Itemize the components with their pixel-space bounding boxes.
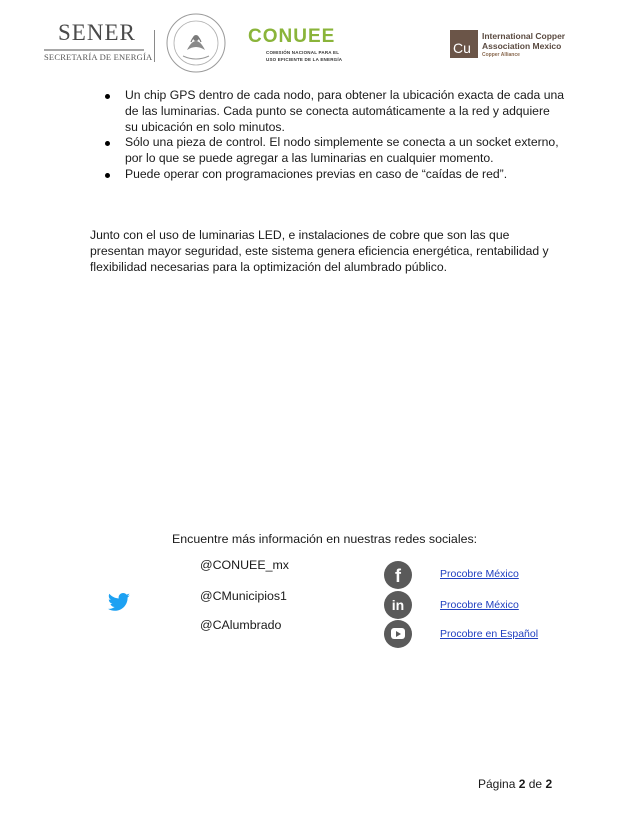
bullet-item <box>105 167 565 183</box>
conuee-subtitle-line2: USO EFICIENTE DE LA ENERGÍA <box>266 57 343 62</box>
conuee-subtitle-line1: COMISIÓN NACIONAL PARA EL <box>266 50 340 55</box>
ica-name-line2: Association Mexico <box>482 41 562 51</box>
conuee-title: CONUEE <box>248 26 336 47</box>
sener-logo <box>44 18 153 68</box>
bullet-item <box>105 88 565 135</box>
bullet-text: Sólo una pieza de control. El nodo simplemente se conecta a un socket externo, por lo que se puede agregar a las luminarias en cualquier momento. <box>125 135 559 166</box>
page-header <box>0 0 638 80</box>
conuee-logo <box>248 26 348 66</box>
total-pages: 2 <box>545 777 553 791</box>
ica-name-line1: International Copper <box>482 31 566 41</box>
bullet-text: Puede operar con programaciones previas en caso de “caídas de red”. <box>125 166 508 181</box>
youtube-icon[interactable] <box>384 620 412 648</box>
handle-cmunicipios[interactable]: @CMunicipios1 <box>200 589 287 603</box>
handle-calumbrado[interactable]: @CAlumbrado <box>200 618 282 632</box>
link-procobre-facebook[interactable]: Procobre México <box>440 568 519 580</box>
bullet-text: Un chip GPS dentro de cada nodo, para obtener la ubicación exacta de cada una de las luminarias. Cada punto se conecta automáticamente a la red y adquiere su ubicación en solo minutos. <box>125 88 565 134</box>
page-separator: de <box>528 777 543 791</box>
linkedin-icon[interactable]: in <box>384 591 412 619</box>
link-procobre-youtube[interactable]: Procobre en Español <box>440 628 539 640</box>
bullet-dot-icon <box>105 141 110 146</box>
current-page: 2 <box>518 777 526 791</box>
sener-subtitle: SECRETARÍA DE ENERGÍA <box>44 52 153 62</box>
link-procobre-linkedin[interactable]: Procobre México <box>440 599 519 611</box>
ica-logo <box>450 30 590 64</box>
logo-divider <box>154 30 155 62</box>
page-label: Página <box>478 777 516 791</box>
sener-title: SENER <box>58 20 136 45</box>
bullet-dot-icon <box>105 173 110 178</box>
twitter-icon[interactable] <box>107 593 131 613</box>
social-heading: Encuentre más información en nuestras redes sociales: <box>172 532 478 546</box>
page-number <box>478 777 552 791</box>
bullet-dot-icon <box>105 94 110 99</box>
ica-tagline: Copper Alliance <box>482 52 520 58</box>
summary-paragraph: Junto con el uso de luminarias LED, e instalaciones de cobre que son las que presentan mayor seguridad, este sistema genera eficiencia energética, rentabilidad y flexibilidad necesarias para la optimización del alumbrado público. <box>90 228 549 274</box>
cu-symbol: Cu <box>450 30 478 58</box>
facebook-icon[interactable]: f <box>384 561 412 589</box>
feature-bullet-list <box>105 88 565 183</box>
mexico-seal-icon <box>165 12 227 74</box>
bullet-item <box>105 135 565 167</box>
sener-divider <box>44 49 144 51</box>
handle-conuee[interactable]: @CONUEE_mx <box>200 558 289 572</box>
